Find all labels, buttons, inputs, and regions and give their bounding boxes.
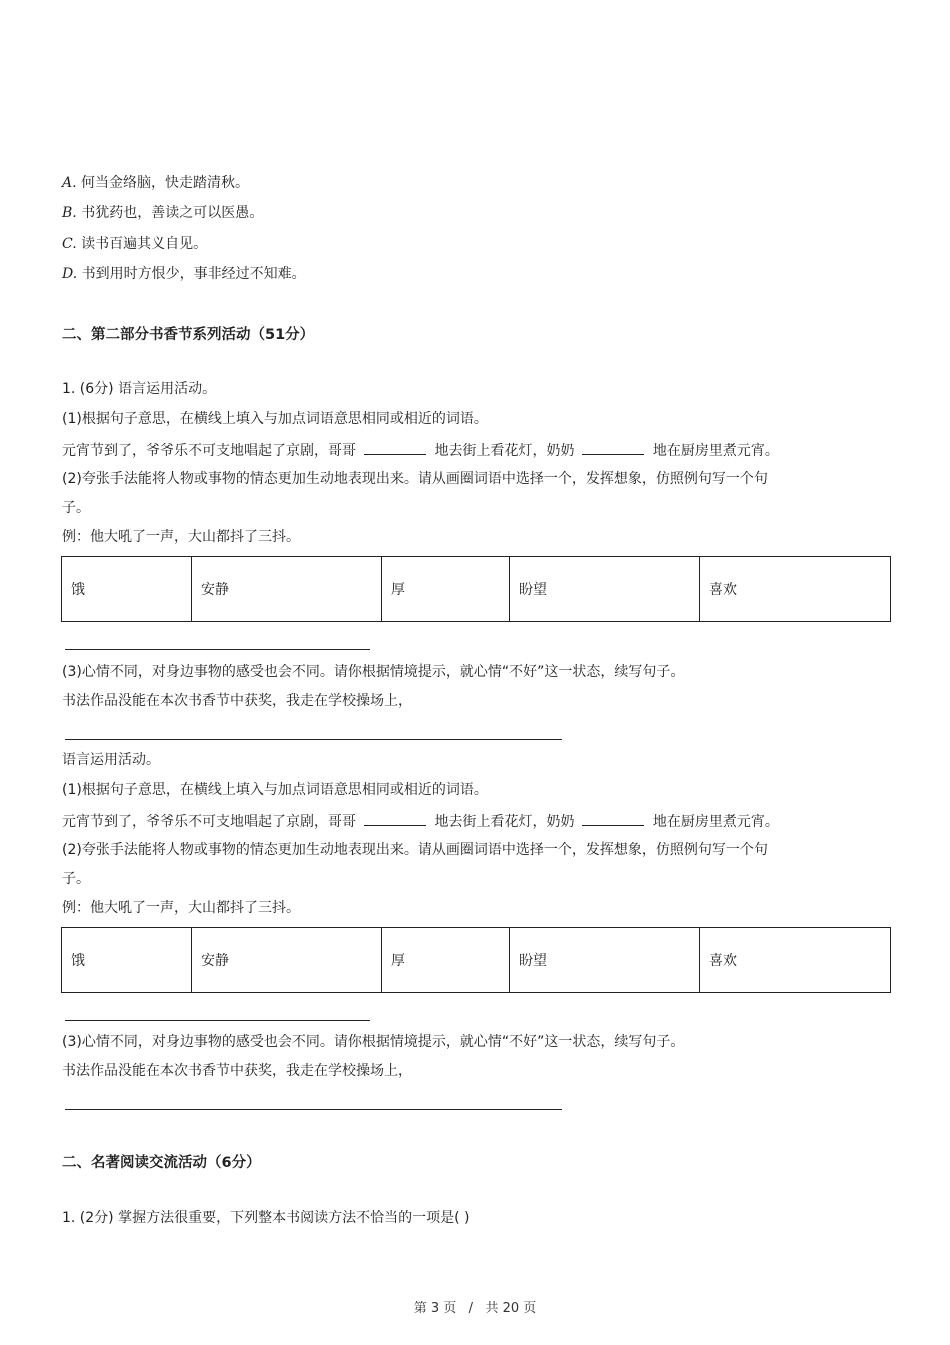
option-c (62, 234, 207, 254)
sentence-part-b: 地去街上看花灯，奶奶 (434, 443, 575, 459)
option-a (62, 173, 249, 193)
word-cell[interactable]: 饿 (62, 557, 192, 622)
part1-prompt: (1)根据句子意思，在横线上填入与加点词语意思相同或相近的词语。 (62, 782, 488, 798)
option-text: 书到用时方恨少，事非经过不知难。 (81, 266, 306, 282)
answer-blank-1[interactable] (364, 811, 426, 826)
part3-prompt: (3)心情不同，对身边事物的感受也会不同。请你根据情境提示，就心情“不好”这一状态，续写句子。 (62, 1034, 685, 1050)
part3-prompt: (3)心情不同，对身边事物的感受也会不同。请你根据情境提示，就心情“不好”这一状态，续写句子。 (62, 664, 685, 680)
word-cell[interactable]: 安静 (192, 557, 382, 622)
part3-context: 书法作品没能在本次书香节中获奖，我走在学校操场上， (62, 1063, 412, 1079)
sentence-part-a: 元宵节到了，爷爷乐不可支地唱起了京剧，哥哥 (62, 443, 356, 459)
sentence-part-b: 地去街上看花灯，奶奶 (434, 814, 575, 830)
word-cell[interactable]: 喜欢 (700, 928, 891, 993)
question-2-text: 1. (2分) 掌握方法很重要，下列整本书阅读方法不恰当的一项是( ) (62, 1210, 470, 1226)
option-text: 读书百遍其义自见。 (81, 236, 208, 252)
option-text: 书犹药也，善读之可以医愚。 (81, 205, 264, 221)
word-cell[interactable]: 盼望 (510, 557, 700, 622)
option-letter: C. (62, 236, 77, 252)
word-cell[interactable]: 喜欢 (700, 557, 891, 622)
sentence-part-c: 地在厨房里煮元宵。 (652, 443, 779, 459)
answer-blank-1[interactable] (364, 440, 426, 455)
part3-context: 书法作品没能在本次书香节中获奖，我走在学校操场上， (62, 693, 412, 709)
part2-prompt-cont: 子。 (62, 871, 90, 887)
part2-prompt: (2)夸张手法能将人物或事物的情态更加生动地表现出来。请从画圈词语中选择一个，发挥想象，仿照例句写一个句 (62, 471, 768, 487)
question-1-header-repeat: 语言运用活动。 (62, 752, 160, 768)
word-table (61, 556, 891, 622)
option-letter: D. (62, 266, 78, 282)
part2-prompt-cont: 子。 (62, 500, 90, 516)
word-cell[interactable]: 饿 (62, 928, 192, 993)
fill-in-sentence (62, 811, 779, 832)
part1-prompt: (1)根据句子意思，在横线上填入与加点词语意思相同或相近的词语。 (62, 411, 488, 427)
answer-blank-2[interactable] (582, 440, 644, 455)
word-cell[interactable]: 盼望 (510, 928, 700, 993)
answer-blank-2[interactable] (582, 811, 644, 826)
sentence-part-c: 地在厨房里煮元宵。 (652, 814, 779, 830)
word-table (61, 927, 891, 993)
option-letter: B. (62, 205, 77, 221)
example-sentence: 例：他大吼了一声，大山都抖了三抖。 (62, 900, 300, 916)
word-cell[interactable]: 厚 (382, 557, 510, 622)
answer-line-part2[interactable] (65, 649, 370, 650)
sentence-part-a: 元宵节到了，爷爷乐不可支地唱起了京剧，哥哥 (62, 814, 356, 830)
option-b (62, 203, 263, 223)
answer-line-part3[interactable] (65, 1109, 562, 1110)
option-text: 何当金络脑，快走踏清秋。 (81, 175, 250, 191)
section-heading-activities: 二、第二部分书香节系列活动（51分） (62, 327, 315, 343)
word-cell[interactable]: 厚 (382, 928, 510, 993)
part2-prompt: (2)夸张手法能将人物或事物的情态更加生动地表现出来。请从画圈词语中选择一个，发挥想象，仿照例句写一个句 (62, 842, 768, 858)
answer-line-part2[interactable] (65, 1020, 370, 1021)
example-sentence: 例：他大吼了一声，大山都抖了三抖。 (62, 529, 300, 545)
fill-in-sentence (62, 440, 779, 461)
answer-line-part3[interactable] (65, 739, 562, 740)
question-1-header: 1. (6分) 语言运用活动。 (62, 381, 217, 397)
option-letter: A. (62, 175, 77, 191)
page-number: 第 3 页 / 共 20 页 (413, 1301, 537, 1316)
option-d (62, 264, 306, 284)
section-heading-reading: 二、名著阅读交流活动（6分） (62, 1155, 261, 1171)
word-cell[interactable]: 安静 (192, 928, 382, 993)
